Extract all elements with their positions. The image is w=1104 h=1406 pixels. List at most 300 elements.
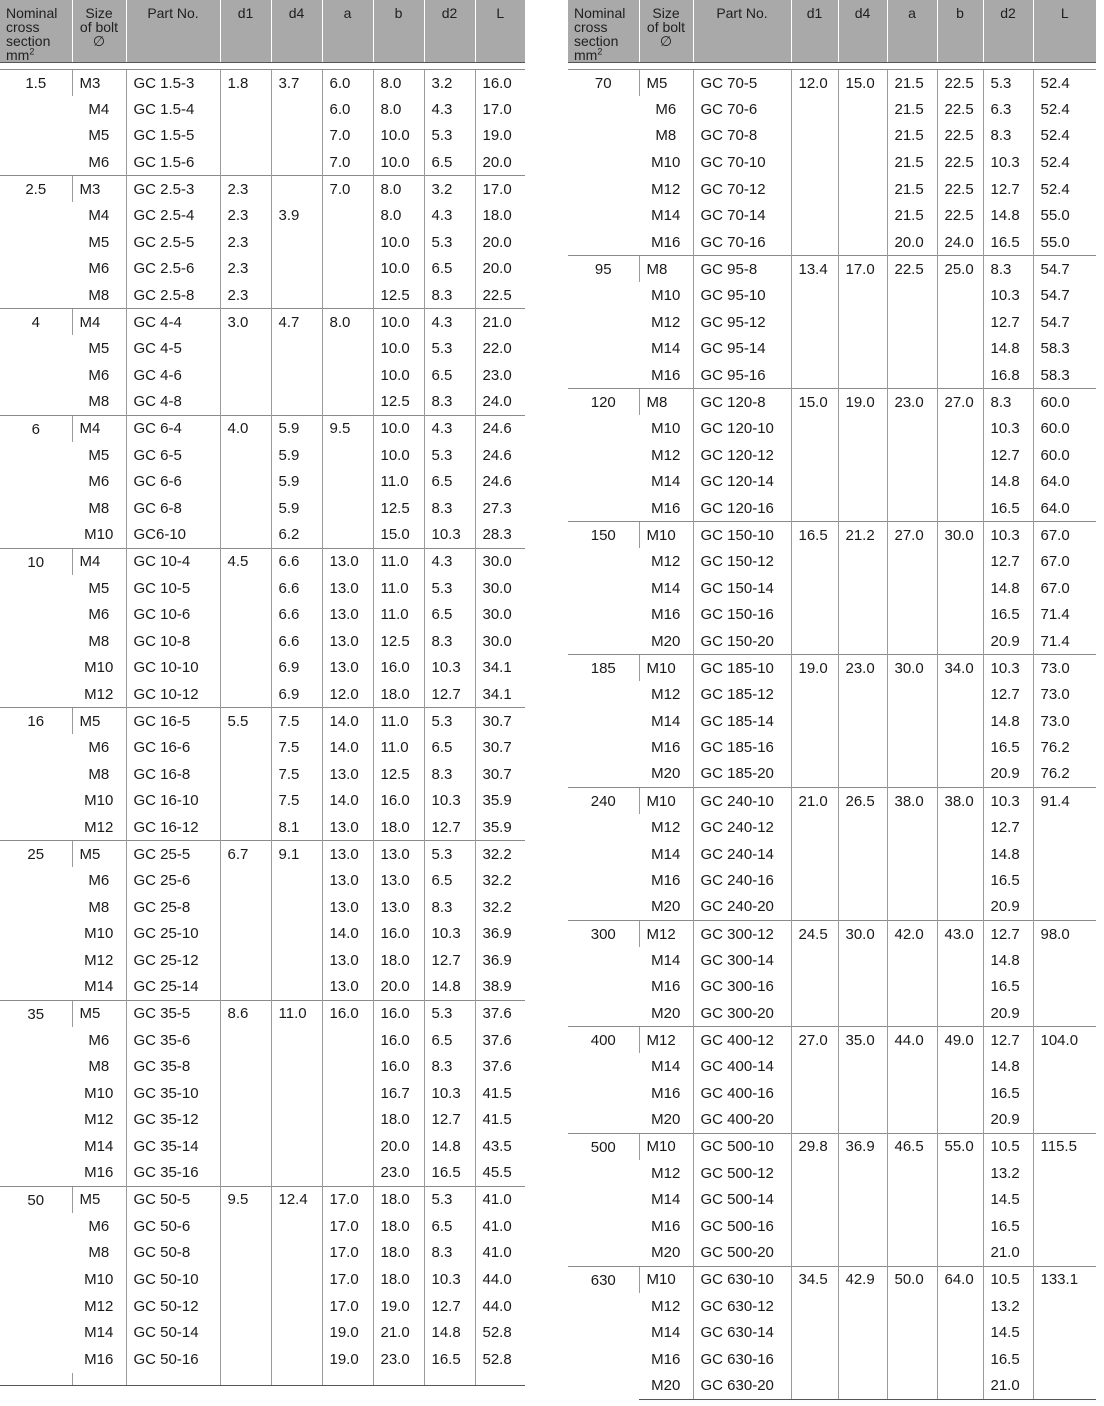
part-no-cell: GC 25-6 [126, 867, 220, 894]
d4-cell [838, 1107, 887, 1134]
d1-cell [220, 655, 271, 682]
d4-cell: 6.6 [271, 548, 322, 575]
l-cell: 54.7 [1033, 309, 1096, 336]
empty-cell [424, 1373, 475, 1386]
d2-cell: 10.3 [424, 655, 475, 682]
table-row [568, 1027, 1096, 1054]
table-row [568, 389, 1096, 416]
d4-cell [271, 1293, 322, 1320]
bolt-size-cell: M6 [88, 1031, 110, 1049]
d1-cell [791, 1346, 838, 1373]
d1-cell: 15.0 [791, 389, 838, 416]
l-cell: 23.0 [475, 362, 525, 389]
table-row [568, 149, 1096, 176]
a-cell [887, 415, 937, 442]
l-cell: 71.4 [1033, 628, 1096, 655]
part-no-cell: GC 4-8 [126, 389, 220, 416]
d2-cell: 14.8 [983, 708, 1033, 735]
d2-cell: 20.9 [983, 628, 1033, 655]
part-no-cell: GC 35-14 [126, 1133, 220, 1160]
d2-cell: 4.3 [424, 548, 475, 575]
b-cell: 12.5 [373, 628, 424, 655]
bolt-size-cell: M14 [84, 978, 114, 996]
b-cell: 15.0 [373, 522, 424, 549]
l-cell: 52.4 [1033, 96, 1096, 123]
l-cell: 18.0 [475, 202, 525, 229]
d4-cell: 8.1 [271, 814, 322, 841]
d2-cell: 14.5 [983, 1186, 1033, 1213]
bolt-size-cell: M16 [651, 233, 681, 251]
d2-cell: 16.5 [983, 229, 1033, 256]
table-row [568, 1213, 1096, 1240]
a-cell: 21.5 [887, 96, 937, 123]
d1-cell [220, 867, 271, 894]
b-cell: 22.5 [937, 202, 983, 229]
d4-cell: 7.5 [271, 761, 322, 788]
d1-cell [791, 1160, 838, 1187]
cross-section-header: Nominal cross section $mm^2$ [0, 0, 72, 63]
l-cell: 17.0 [475, 176, 525, 203]
bolt-size-cell: M14 [84, 1138, 114, 1156]
d1-cell [220, 681, 271, 708]
b-cell: 18.0 [373, 1186, 424, 1213]
l-cell: 60.0 [1033, 415, 1096, 442]
part-no-cell: GC 240-14 [693, 841, 791, 868]
d4-cell [271, 1133, 322, 1160]
empty-cell [126, 1373, 220, 1386]
part-no-cell: GC 120-14 [693, 468, 791, 495]
d1-cell: 2.3 [220, 202, 271, 229]
bolt-size-cell: M5 [639, 70, 693, 97]
table-row [568, 708, 1096, 735]
d2-cell: 6.5 [424, 468, 475, 495]
l-cell [1033, 1000, 1096, 1027]
part-no-cell: GC 150-14 [693, 575, 791, 602]
table-row [568, 229, 1096, 256]
d4-cell [271, 974, 322, 1001]
d1-cell [220, 1080, 271, 1107]
part-no-cell: GC 95-14 [693, 335, 791, 362]
table-body [0, 70, 525, 1386]
l-cell: 38.9 [475, 974, 525, 1001]
d4-header: d4 [271, 0, 322, 63]
l-cell: 30.7 [475, 734, 525, 761]
l-cell: 58.3 [1033, 335, 1096, 362]
bolt-size-cell: M14 [651, 207, 681, 225]
d2-cell: 12.7 [424, 947, 475, 974]
d1-cell [791, 362, 838, 389]
d1-cell [791, 1053, 838, 1080]
d4-cell: 6.6 [271, 601, 322, 628]
d4-cell [838, 947, 887, 974]
d4-cell [271, 1027, 322, 1054]
part-no-cell: GC 2.5-3 [126, 176, 220, 203]
b-cell: 11.0 [373, 468, 424, 495]
d4-cell [271, 1319, 322, 1346]
l-cell: 37.6 [475, 1053, 525, 1080]
part-no-cell: GC 400-20 [693, 1107, 791, 1134]
part-no-cell: GC 50-6 [126, 1213, 220, 1240]
table-row [568, 70, 1096, 97]
a-cell [322, 282, 373, 309]
bolt-size-cell: M14 [651, 579, 681, 597]
table-row [568, 522, 1096, 549]
part-no-cell: GC 70-10 [693, 149, 791, 176]
part-no-cell: GC 95-16 [693, 362, 791, 389]
d2-cell: 16.5 [983, 601, 1033, 628]
l-cell: 60.0 [1033, 442, 1096, 469]
d1-cell [791, 335, 838, 362]
b-cell [937, 415, 983, 442]
table-row [0, 468, 525, 495]
bolt-size-cell: M16 [84, 1350, 114, 1368]
d2-cell: 8.3 [424, 495, 475, 522]
bolt-size-cell: M14 [651, 1058, 681, 1076]
d4-cell [271, 176, 322, 203]
d1-cell [220, 1346, 271, 1373]
a-cell: 22.5 [887, 256, 937, 283]
l-cell: 60.0 [1033, 389, 1096, 416]
l-cell: 22.0 [475, 335, 525, 362]
d2-cell: 10.3 [424, 1080, 475, 1107]
table-row [568, 468, 1096, 495]
d1-cell [220, 1319, 271, 1346]
d1-cell: 4.0 [220, 415, 271, 442]
d4-cell [271, 256, 322, 283]
a-cell [887, 814, 937, 841]
b-cell [937, 734, 983, 761]
b-cell: 23.0 [373, 1160, 424, 1187]
part-no-cell: GC 50-8 [126, 1240, 220, 1267]
bolt-size-cell: M6 [88, 260, 110, 278]
bolt-size-cell: M8 [639, 256, 693, 283]
bolt-size-cell: M8 [88, 898, 110, 916]
a-cell: 14.0 [322, 734, 373, 761]
d4-cell: 21.2 [838, 522, 887, 549]
part-no-cell: GC 2.5-5 [126, 229, 220, 256]
table-row [0, 389, 525, 416]
d4-cell [838, 681, 887, 708]
d2-header: d2 [424, 0, 475, 63]
part-no-cell: GC 70-8 [693, 123, 791, 150]
part-no-cell: GC 25-5 [126, 841, 220, 868]
bolt-size-cell: M12 [651, 180, 681, 198]
part-no-cell: GC 35-5 [126, 1000, 220, 1027]
part-no-cell: GC 630-20 [693, 1373, 791, 1400]
d1-cell [791, 1107, 838, 1134]
d1-cell: 27.0 [791, 1027, 838, 1054]
d1-cell [791, 1240, 838, 1267]
bolt-size-cell: M16 [651, 978, 681, 996]
d4-cell: 26.5 [838, 788, 887, 815]
cross-section-cell: 25 [0, 841, 72, 1001]
b-cell: 10.0 [373, 123, 424, 150]
bolt-size-cell: M12 [84, 1297, 114, 1315]
d1-cell [791, 202, 838, 229]
d4-cell: 12.4 [271, 1186, 322, 1213]
b-cell [937, 548, 983, 575]
b-cell: 43.0 [937, 921, 983, 948]
d2-cell: 14.8 [983, 575, 1033, 602]
b-cell [937, 495, 983, 522]
part-no-cell: GC 120-12 [693, 442, 791, 469]
l-cell: 41.0 [475, 1186, 525, 1213]
a-cell [322, 522, 373, 549]
l-header: L [1033, 0, 1096, 63]
part-no-cell: GC 300-12 [693, 921, 791, 948]
d2-cell: 6.5 [424, 1213, 475, 1240]
bolt-size-cell: M4 [88, 100, 110, 118]
table-row [0, 1293, 525, 1320]
d1-cell [220, 96, 271, 123]
a-cell [887, 1000, 937, 1027]
b-cell: 10.0 [373, 335, 424, 362]
table-row [568, 202, 1096, 229]
table-row [0, 841, 525, 868]
bolt-size-cell: M14 [651, 1324, 681, 1342]
d2-cell: 6.3 [983, 96, 1033, 123]
b-cell [937, 1213, 983, 1240]
table-row [0, 123, 525, 150]
d2-cell: 10.3 [983, 655, 1033, 682]
bolt-size-cell: M12 [651, 818, 681, 836]
part-no-cell: GC 150-20 [693, 628, 791, 655]
l-cell [1033, 1373, 1096, 1400]
d2-cell: 5.3 [424, 575, 475, 602]
cross-section-cell: 70 [568, 70, 639, 256]
bolt-size-cell: M12 [639, 1027, 693, 1054]
b-cell [937, 1240, 983, 1267]
a-cell [887, 734, 937, 761]
bolt-size-header: Size of bolt ∅ [72, 0, 126, 63]
d4-cell [271, 1346, 322, 1373]
b-cell: 11.0 [373, 575, 424, 602]
a-cell: 13.0 [322, 867, 373, 894]
d1-cell [220, 761, 271, 788]
l-cell: 52.4 [1033, 176, 1096, 203]
l-cell: 52.4 [1033, 123, 1096, 150]
b-cell [937, 761, 983, 788]
table-row [568, 1373, 1096, 1400]
d1-cell: 4.5 [220, 548, 271, 575]
d4-cell: 36.9 [838, 1133, 887, 1160]
d2-cell: 8.3 [424, 1240, 475, 1267]
bolt-size-cell: M10 [84, 792, 114, 810]
part-no-cell: GC 10-6 [126, 601, 220, 628]
l-cell: 30.0 [475, 575, 525, 602]
bolt-size-cell: M20 [651, 1244, 681, 1262]
bolt-size-cell: M14 [651, 845, 681, 863]
b-cell [937, 335, 983, 362]
l-cell: 71.4 [1033, 601, 1096, 628]
b-cell: 12.5 [373, 389, 424, 416]
cross-section-cell: 500 [568, 1133, 639, 1266]
a-cell [887, 495, 937, 522]
table-row [0, 708, 525, 735]
l-cell: 64.0 [1033, 468, 1096, 495]
d1-cell: 1.8 [220, 70, 271, 97]
l-cell: 54.7 [1033, 256, 1096, 283]
d1-cell: 24.5 [791, 921, 838, 948]
d1-cell [220, 1107, 271, 1134]
bolt-size-cell: M16 [651, 1217, 681, 1235]
table-row [568, 176, 1096, 203]
d4-cell: 6.9 [271, 655, 322, 682]
part-no-cell: GC 50-12 [126, 1293, 220, 1320]
a-cell: 14.0 [322, 708, 373, 735]
b-cell [937, 1160, 983, 1187]
a-cell [322, 1133, 373, 1160]
d1-cell [791, 415, 838, 442]
a-cell: 21.5 [887, 149, 937, 176]
cross-section-cell: 400 [568, 1027, 639, 1133]
d4-cell: 9.1 [271, 841, 322, 868]
part-no-cell: GC6-10 [126, 522, 220, 549]
d2-cell: 14.8 [983, 468, 1033, 495]
table-body [568, 70, 1096, 1400]
table-row [0, 282, 525, 309]
bolt-size-cell: M3 [72, 70, 126, 97]
l-cell [1033, 1319, 1096, 1346]
d1-cell [791, 96, 838, 123]
d2-cell: 14.8 [424, 974, 475, 1001]
d2-cell: 12.7 [983, 548, 1033, 575]
table-row [568, 256, 1096, 283]
b-cell: 49.0 [937, 1027, 983, 1054]
d1-cell [220, 788, 271, 815]
d1-cell: 3.0 [220, 309, 271, 336]
table-row [568, 947, 1096, 974]
bolt-size-cell: M12 [651, 313, 681, 331]
b-cell: 8.0 [373, 202, 424, 229]
table-row [568, 761, 1096, 788]
table-row [0, 1133, 525, 1160]
d2-cell: 6.5 [424, 601, 475, 628]
part-no-cell: GC 35-10 [126, 1080, 220, 1107]
a-cell [322, 1027, 373, 1054]
b-cell: 10.0 [373, 149, 424, 176]
part-no-cell: GC 70-14 [693, 202, 791, 229]
a-cell: 42.0 [887, 921, 937, 948]
part-no-cell: GC 400-14 [693, 1053, 791, 1080]
b-cell: 11.0 [373, 734, 424, 761]
bolt-size-cell: M6 [88, 739, 110, 757]
d1-cell: 29.8 [791, 1133, 838, 1160]
d4-cell [838, 1053, 887, 1080]
a-cell: 13.0 [322, 575, 373, 602]
b-cell [937, 1080, 983, 1107]
a-cell [887, 1186, 937, 1213]
table-row [0, 256, 525, 283]
b-cell: 18.0 [373, 947, 424, 974]
l-cell: 36.9 [475, 921, 525, 948]
l-cell: 64.0 [1033, 495, 1096, 522]
l-cell: 24.6 [475, 468, 525, 495]
d2-cell: 5.3 [424, 1186, 475, 1213]
a-cell: 17.0 [322, 1266, 373, 1293]
bolt-size-cell: M20 [651, 632, 681, 650]
table-row [568, 123, 1096, 150]
table-row [0, 655, 525, 682]
d4-cell [838, 202, 887, 229]
a-cell: 7.0 [322, 149, 373, 176]
d1-cell: 6.7 [220, 841, 271, 868]
bolt-size-cell: M12 [651, 1297, 681, 1315]
d4-cell [271, 1160, 322, 1187]
l-cell: 54.7 [1033, 282, 1096, 309]
bolt-size-cell: M20 [651, 765, 681, 783]
d1-cell [791, 495, 838, 522]
a-header: a [322, 0, 373, 63]
part-no-cell: GC 50-5 [126, 1186, 220, 1213]
d1-cell [791, 149, 838, 176]
d1-cell: 12.0 [791, 70, 838, 97]
part-no-cell: GC 6-4 [126, 415, 220, 442]
d4-cell: 11.0 [271, 1000, 322, 1027]
d1-cell [220, 894, 271, 921]
b-cell [937, 575, 983, 602]
bolt-size-cell: M12 [84, 818, 114, 836]
a-cell: 7.0 [322, 123, 373, 150]
b-cell: 8.0 [373, 70, 424, 97]
d2-cell: 8.3 [983, 256, 1033, 283]
part-no-cell: GC 500-12 [693, 1160, 791, 1187]
a-cell: 16.0 [322, 1000, 373, 1027]
empty-cell [220, 1373, 271, 1386]
d2-cell: 5.3 [424, 229, 475, 256]
d1-cell: 2.3 [220, 176, 271, 203]
d4-cell: 17.0 [838, 256, 887, 283]
l-cell: 115.5 [1033, 1133, 1096, 1160]
part-no-cell: GC 16-8 [126, 761, 220, 788]
d4-cell [271, 389, 322, 416]
d2-cell: 12.7 [424, 681, 475, 708]
part-no-cell: GC 16-10 [126, 788, 220, 815]
d2-cell: 14.8 [424, 1319, 475, 1346]
d2-cell: 8.3 [983, 123, 1033, 150]
d4-cell [838, 442, 887, 469]
d1-cell: 5.5 [220, 708, 271, 735]
l-cell: 44.0 [475, 1266, 525, 1293]
d4-cell: 7.5 [271, 788, 322, 815]
l-cell [1033, 1053, 1096, 1080]
a-cell [887, 1213, 937, 1240]
d2-cell: 20.9 [983, 761, 1033, 788]
part-no-cell: GC 50-16 [126, 1346, 220, 1373]
d2-cell: 16.5 [983, 974, 1033, 1001]
b-cell: 16.0 [373, 1053, 424, 1080]
part-no-cell: GC 6-6 [126, 468, 220, 495]
d1-cell [791, 867, 838, 894]
part-no-cell: GC 70-5 [693, 70, 791, 97]
b-cell: 55.0 [937, 1133, 983, 1160]
d2-cell: 5.3 [424, 123, 475, 150]
d1-cell [791, 681, 838, 708]
l-cell: 32.2 [475, 867, 525, 894]
d2-cell: 13.2 [983, 1293, 1033, 1320]
b-cell [937, 309, 983, 336]
part-no-cell: GC 120-16 [693, 495, 791, 522]
d4-cell: 6.2 [271, 522, 322, 549]
bolt-size-cell: M16 [651, 739, 681, 757]
b-cell: 16.0 [373, 1000, 424, 1027]
a-cell: 13.0 [322, 761, 373, 788]
b-cell: 20.0 [373, 974, 424, 1001]
bolt-size-cell: M12 [651, 552, 681, 570]
bolt-size-cell: M12 [84, 951, 114, 969]
a-cell: 13.0 [322, 655, 373, 682]
d2-cell: 6.5 [424, 362, 475, 389]
